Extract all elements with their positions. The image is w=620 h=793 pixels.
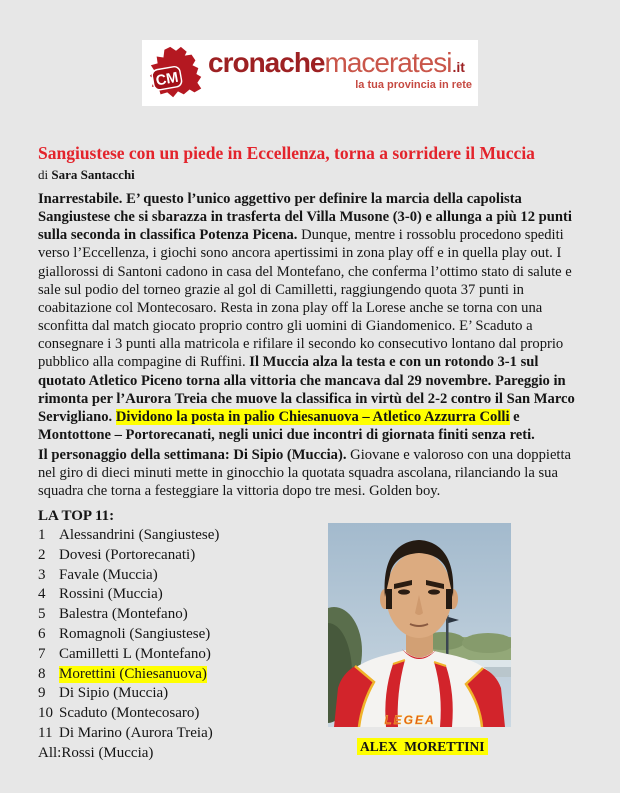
p2-body-text: Giovane e valoroso con una doppietta nel giro di dieci minuti mette in ginocchio la quotata squadra ascolana, rilanciando la sua squadra che torna a festeggiare la vittoria dopo tre mesi. Golden boy. (38, 447, 572, 500)
player-name: Favale (Muccia) (59, 566, 158, 583)
top11-list (38, 527, 318, 765)
logo-word-it: .it (452, 59, 465, 75)
row-number: 8 (38, 665, 46, 682)
top11-row (38, 586, 318, 606)
player-name: Alessandrini (Sangiustese) (59, 527, 220, 543)
top11-row (38, 547, 318, 567)
p1-highlighted-text: Dividono la posta in palio Chiesanuova – Atletico Azzurra Colli (115, 408, 510, 425)
player-name: Scaduto (Montecosaro) (59, 705, 200, 722)
row-number: 1 (38, 527, 46, 543)
photo-caption (357, 739, 488, 755)
row-number: 7 (38, 645, 46, 662)
player-name-highlighted: Morettini (Chiesanuova) (59, 665, 207, 682)
player-name: Di Sipio (Muccia) (59, 685, 169, 702)
top11-row (38, 725, 318, 745)
svg-text:LEGEA: LEGEA (384, 713, 436, 727)
p1-bold-results: Il Muccia alza la testa e con un rotondo 3-1 sul quotato Atletico Piceno torna alla vittoria che mancava dal 29 novembre. Pareggio in rimonta per l’Aurora Treia che muove la classifica in virtù del 2-2 contro il San Marco Servigliano. (38, 354, 575, 425)
p2-lead-bold: Il personaggio della settimana: Di Sipio (Muccia). (38, 447, 347, 463)
top11-row (38, 527, 318, 547)
article-paragraph-2 (38, 446, 589, 500)
logo-word-cronache: cronache (208, 47, 325, 78)
row-number: All: (38, 744, 62, 761)
player-name: Di Marino (Aurora Treia) (59, 724, 213, 741)
photo-caption-text: ALEX MORETTINI (357, 738, 488, 755)
byline (38, 167, 438, 183)
top11-row (38, 646, 318, 666)
player-name: Balestra (Montefano) (59, 606, 188, 623)
logo-tagline: la tua provincia in rete (355, 79, 472, 91)
row-number: 9 (38, 685, 46, 702)
player-photo (328, 523, 511, 727)
logo-wordmark (208, 49, 472, 91)
svg-text:CM: CM (154, 69, 180, 90)
logo-word-maceratesi: maceratesi (324, 47, 452, 78)
top11-row (38, 626, 318, 646)
player-name: Rossini (Muccia) (59, 586, 163, 603)
row-number: 4 (38, 586, 46, 603)
top11-row (38, 685, 318, 705)
top11-row (38, 705, 318, 725)
article-headline: Sangiustese con un piede in Eccellenza, torna a sorridere il Muccia (38, 143, 535, 163)
row-number: 10 (38, 705, 53, 722)
row-number: 6 (38, 625, 46, 642)
player-name: Camilletti L (Montefano) (59, 645, 211, 662)
macerata-province-map-icon (146, 42, 208, 109)
top11-title: LA TOP 11: (38, 508, 115, 524)
top11-row-highlighted (38, 666, 318, 686)
article-paragraph-1 (38, 190, 589, 444)
row-number: 2 (38, 546, 46, 563)
top11-row (38, 606, 318, 626)
p1-lead-bold: Inarrestabile. E’ questo l’unico aggettivo per definire la marcia della capolista Sangiustese che si sbarazza in trasferta del Villa Musone (3-0) e allunga a più 12 punti sulla seconda in classifica Potenza Picena. (38, 191, 572, 244)
p1-body-text: Dunque, mentre i rossoblu procedono spediti verso l’Eccellenza, i giochi sono ancora apertissimi in zona play off e in quella play out. I giallorossi di Santoni cadono in casa del Montefano, che conferma l’ottimo stato di salute e sale sul podio del torneo grazie al gol di Camilletti, raggiungendo quota 37 punti in coabitazione col Montecosaro. Resta in zona play off la Lorese anche se torna con una sconfitta dal match giocato proprio contro gli uomini di Giandomenico. E’ Scaduto a consegnare i 3 punti alla matricola e rifilare il secondo ko consecutivo lontano dal proprio pubblico alla compagine di Ruffini. (38, 227, 572, 371)
top11-row-coach (38, 745, 318, 765)
row-number: 11 (38, 724, 53, 741)
row-number: 5 (38, 606, 46, 623)
byline-author: Sara Santacchi (51, 167, 135, 182)
byline-prefix: di (38, 167, 52, 182)
player-name: Romagnoli (Sangiustese) (59, 625, 211, 642)
top11-row (38, 567, 318, 587)
p1-bold-closing: e Montottone – Portorecanati, negli unici due incontri di giornata finiti senza reti. (38, 408, 535, 444)
site-logo (142, 40, 478, 106)
row-number: 3 (38, 566, 46, 583)
player-name: Rossi (Muccia) (61, 744, 154, 761)
player-name: Dovesi (Portorecanati) (59, 546, 196, 563)
